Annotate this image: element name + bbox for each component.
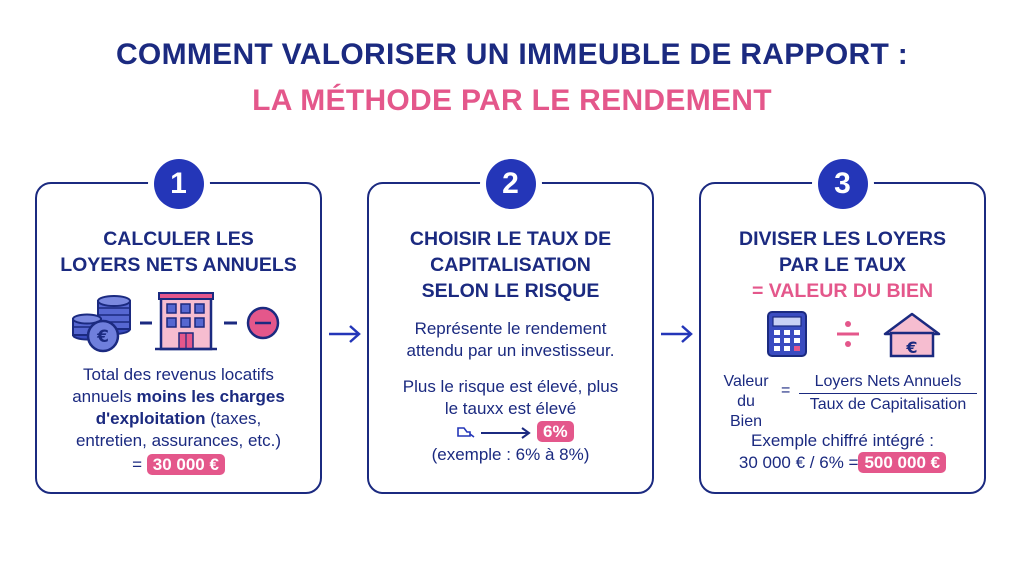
step-card-1 bbox=[35, 167, 322, 494]
step-3-icons bbox=[701, 310, 984, 358]
coins-icon bbox=[73, 296, 130, 351]
divide-icon bbox=[837, 321, 859, 347]
step-number-2: 2 bbox=[486, 159, 536, 209]
step-1-result: 30 000 € bbox=[147, 454, 225, 475]
step-1-description: Total des revenus locatifs annuels moins les charges d'exploitation (taxes, entretien, assurances, etc.) = 30 000 € bbox=[72, 365, 285, 474]
step-3-result: 500 000 € bbox=[858, 452, 946, 473]
arrow-right-icon bbox=[659, 323, 695, 345]
step-number-3: 3 bbox=[818, 159, 868, 209]
calculator-icon bbox=[768, 312, 806, 356]
step-2-description: Représente le rendement attendu par un investisseur. Plus le risque est élevé, plus le tauxx est élevé 6% (exemple : 6% à 8%) bbox=[369, 318, 652, 466]
step-card-2 bbox=[367, 167, 654, 494]
step-number-1: 1 bbox=[154, 159, 204, 209]
arrow-right-icon bbox=[327, 323, 363, 345]
step-3-example: Exemple chiffré intégré : 30 000 € / 6% = 500 000 € bbox=[701, 430, 984, 474]
page-subtitle: LA MÉTHODE PAR LE RENDEMENT bbox=[252, 84, 772, 117]
step-2-heading: CHOISIR LE TAUX DE CAPITALISATION SELON LE RISQUE bbox=[409, 228, 612, 302]
step-1-icons bbox=[37, 291, 320, 355]
step-1-heading: CALCULER LES LOYERS NETS ANNUELS bbox=[60, 228, 297, 276]
page-title: COMMENT VALORISER UN IMMEUBLE DE RAPPORT : bbox=[115, 38, 909, 71]
step-2-rate-row bbox=[369, 420, 652, 444]
arrow-right-icon bbox=[481, 428, 529, 438]
step-3-heading: DIVISER LES LOYERS PAR LE TAUX = VALEUR DU BIEN bbox=[739, 228, 946, 302]
minus-icon bbox=[248, 308, 278, 338]
risk-icon bbox=[458, 428, 474, 437]
house-euro-icon bbox=[885, 314, 939, 357]
step-card-3 bbox=[699, 167, 986, 494]
svg-text:€: € bbox=[906, 338, 918, 357]
svg-text:€: € bbox=[97, 327, 109, 347]
building-icon bbox=[155, 293, 217, 349]
step-3-formula: Valeur du Bien = Loyers Nets Annuels Taux de Capitalisation bbox=[701, 372, 984, 416]
step-2-rate: 6% bbox=[537, 421, 574, 442]
